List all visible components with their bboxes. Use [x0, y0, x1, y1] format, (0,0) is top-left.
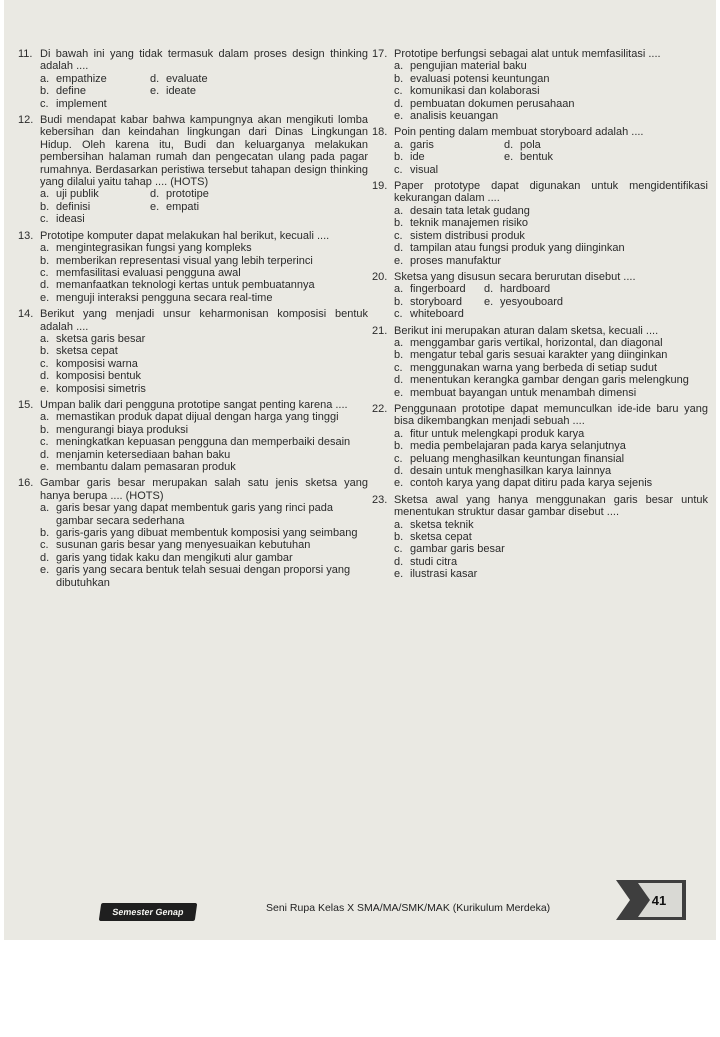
option-text: memanfaatkan teknologi kertas untuk pembuatannya	[56, 279, 315, 292]
option-text: komposisi warna	[56, 357, 138, 370]
option-text: bentuk	[520, 151, 554, 164]
answer-option	[40, 424, 368, 436]
option-text: mengatur tebal garis sesuai karakter yang diinginkan	[410, 349, 668, 362]
option-list	[394, 205, 708, 267]
question-stem	[18, 114, 368, 188]
option-text: menjamin ketersediaan bahan baku	[56, 448, 231, 461]
answer-option	[504, 139, 604, 151]
option-text: define	[56, 85, 86, 98]
option-letter: e.	[150, 85, 160, 98]
answer-option	[394, 205, 708, 217]
question-item	[18, 114, 368, 226]
question-item	[372, 126, 708, 176]
option-text: sistem distribusi produk	[410, 229, 525, 242]
question-stem	[18, 308, 368, 333]
option-letter: b.	[394, 151, 404, 164]
option-letter: e.	[394, 254, 404, 267]
option-text: evaluasi potensi keuntungan	[410, 72, 550, 85]
question-number: 13.	[18, 229, 34, 242]
answer-option	[40, 267, 368, 279]
option-letter: a.	[40, 411, 50, 424]
page-footer	[4, 880, 716, 926]
option-text: teknik manajemen risiko	[410, 217, 528, 230]
option-text: pengujian material baku	[410, 60, 527, 73]
answer-option	[394, 255, 708, 267]
answer-option	[394, 151, 504, 163]
question-number: 18.	[372, 126, 388, 139]
question-number: 19.	[372, 180, 388, 193]
option-letter: a.	[40, 332, 50, 345]
option-text: peluang menghasilkan keuntungan finansial	[410, 452, 625, 465]
answer-option	[40, 242, 368, 254]
option-grid	[40, 188, 368, 225]
question-number: 11.	[18, 48, 33, 60]
option-text: contoh karya yang dapat ditiru pada karya sejenis	[410, 477, 653, 490]
option-text: empathize	[56, 72, 107, 85]
answer-option	[394, 531, 708, 543]
question-item	[372, 271, 708, 321]
option-letter: d.	[40, 279, 50, 292]
answer-option	[394, 337, 708, 349]
right-question-column	[372, 48, 708, 585]
option-text: whiteboard	[410, 308, 464, 321]
answer-option	[504, 151, 604, 163]
option-letter: c.	[394, 163, 403, 176]
answer-option	[394, 85, 708, 97]
answer-option	[394, 349, 708, 361]
question-number: 15.	[18, 398, 34, 411]
option-letter: d.	[150, 188, 160, 201]
answer-option	[40, 411, 368, 423]
answer-option	[40, 552, 368, 564]
semester-badge-label: Semester Genap	[111, 907, 185, 917]
option-letter: c.	[394, 361, 403, 374]
option-letter: c.	[394, 452, 403, 465]
answer-option	[394, 556, 708, 568]
option-text: menguji interaksi pengguna secara real-time	[56, 291, 273, 304]
question-text: Berikut ini merupakan aturan dalam sketsa, kecuali ....	[394, 324, 659, 337]
option-list	[394, 519, 708, 581]
option-text: pola	[520, 138, 541, 151]
option-text: uji publik	[56, 188, 99, 201]
option-text: empati	[166, 200, 200, 213]
option-list	[40, 333, 368, 395]
option-grid	[394, 139, 708, 176]
option-letter: d.	[40, 370, 50, 383]
option-letter: d.	[394, 555, 404, 568]
book-title: Seni Rupa Kelas X SMA/MA/SMK/MAK (Kurikulum Merdeka)	[266, 902, 551, 914]
option-letter: b.	[394, 531, 404, 544]
question-stem	[372, 126, 708, 138]
option-letter: e.	[40, 564, 50, 577]
option-letter: b.	[394, 295, 404, 308]
answer-option	[40, 98, 150, 110]
option-text: menggunakan warna yang berbeda di setiap sudut	[410, 361, 658, 374]
question-item	[18, 48, 368, 110]
option-text: ideate	[166, 85, 196, 98]
option-text: mengintegrasikan fungsi yang kompleks	[56, 242, 252, 255]
answer-option	[394, 568, 708, 580]
option-list	[40, 242, 368, 304]
option-letter: e.	[40, 382, 50, 395]
question-item	[18, 477, 368, 589]
answer-option	[394, 110, 708, 122]
answer-option	[150, 201, 250, 213]
option-letter: b.	[40, 423, 50, 436]
option-text: sketsa teknik	[410, 518, 474, 531]
option-letter: c.	[40, 213, 49, 226]
option-text: evaluate	[166, 72, 208, 85]
option-text: ilustrasi kasar	[410, 568, 478, 581]
question-item	[372, 325, 708, 399]
answer-option	[394, 440, 708, 452]
question-stem	[372, 403, 708, 428]
question-number: 21.	[372, 324, 388, 337]
answer-option	[394, 230, 708, 242]
question-text: Paper prototype dapat digunakan untuk mengidentifikasi kekurangan dalam ....	[394, 180, 708, 205]
option-letter: a.	[394, 138, 404, 151]
option-text: storyboard	[410, 295, 462, 308]
option-text: membantu dalam pemasaran produk	[56, 461, 236, 473]
option-letter: d.	[150, 72, 160, 85]
question-stem	[372, 48, 708, 60]
option-letter: b.	[394, 72, 404, 85]
answer-option	[394, 60, 708, 72]
option-text: hardboard	[500, 283, 551, 296]
answer-option	[40, 502, 368, 527]
question-text: Prototipe komputer dapat melakukan hal berikut, kecuali ....	[40, 229, 330, 242]
option-text: memberikan representasi visual yang lebih terperinci	[56, 254, 313, 267]
question-item	[372, 403, 708, 490]
question-stem	[372, 325, 708, 337]
option-letter: c.	[40, 97, 49, 110]
option-text: desain untuk menghasilkan karya lainnya	[410, 465, 612, 477]
option-list	[40, 411, 368, 473]
option-text: gambar garis besar	[410, 543, 505, 556]
option-letter: a.	[394, 427, 404, 440]
option-letter: c.	[394, 308, 403, 321]
answer-option	[40, 539, 368, 551]
question-number: 16.	[18, 477, 34, 490]
option-text: sketsa cepat	[410, 531, 472, 544]
option-text: menggambar garis vertikal, horizontal, dan diagonal	[410, 336, 663, 349]
question-item	[372, 180, 708, 267]
option-text: proses manufaktur	[410, 254, 502, 267]
answer-option	[394, 543, 708, 555]
answer-option	[40, 358, 368, 370]
option-text: komposisi simetris	[56, 382, 146, 395]
semester-badge	[99, 903, 198, 921]
option-letter: d.	[394, 465, 404, 477]
answer-option	[40, 333, 368, 345]
option-list	[40, 502, 368, 589]
question-number: 14.	[18, 308, 34, 321]
answer-option	[394, 73, 708, 85]
question-stem	[18, 230, 368, 242]
answer-option	[40, 213, 150, 225]
option-letter: b.	[40, 200, 50, 213]
option-letter: a.	[40, 188, 50, 201]
option-letter: d.	[40, 551, 50, 564]
option-grid	[394, 283, 708, 320]
question-stem	[372, 271, 708, 283]
option-letter: e.	[40, 291, 50, 304]
option-text: garis yang secara bentuk telah sesuai dengan proporsi yang dibutuhkan	[56, 564, 351, 589]
option-letter: e.	[484, 295, 494, 308]
answer-option	[394, 308, 484, 320]
question-stem	[372, 494, 708, 519]
option-letter: e.	[150, 200, 160, 213]
left-question-column	[18, 48, 368, 593]
answer-option	[40, 527, 368, 539]
answer-option	[150, 73, 250, 85]
textbook-page	[4, 0, 716, 940]
question-text: Umpan balik dari pengguna prototipe sangat penting karena ....	[40, 398, 348, 411]
option-letter: c.	[394, 229, 403, 242]
option-list	[394, 428, 708, 490]
answer-option	[40, 345, 368, 357]
option-text: desain tata letak gudang	[410, 204, 530, 217]
option-grid	[40, 73, 368, 110]
question-text: Gambar garis besar merupakan salah satu jenis sketsa yang hanya berupa .... (HOTS)	[40, 477, 368, 502]
option-text: ide	[410, 151, 425, 164]
option-text: sketsa garis besar	[56, 332, 146, 345]
option-letter: d.	[484, 283, 494, 296]
option-text: pembuatan dokumen perusahaan	[410, 97, 575, 110]
answer-option	[40, 564, 368, 589]
option-text: komposisi bentuk	[56, 370, 141, 383]
question-number: 23.	[372, 493, 388, 506]
option-text: analisis keuangan	[410, 110, 499, 123]
question-item	[18, 399, 368, 473]
option-letter: d.	[40, 448, 50, 461]
answer-option	[394, 98, 708, 110]
answer-option	[394, 296, 484, 308]
answer-option	[40, 436, 368, 448]
question-text: Sketsa awal yang hanya menggunakan garis besar untuk menentukan struktur dasar gambar disebut ....	[394, 493, 708, 519]
answer-option	[40, 201, 150, 213]
option-letter: e.	[504, 151, 514, 164]
option-letter: e.	[394, 568, 404, 581]
answer-option	[394, 519, 708, 531]
page-number: 41	[651, 892, 667, 908]
question-item	[372, 48, 708, 122]
option-letter: e.	[394, 386, 404, 399]
question-text: Budi mendapat kabar bahwa kampungnya akan mengikuti lomba kebersihan dan keindahan lingkungan dari Dinas Lingkungan Hidup. Oleh karena itu, Budi dan keluarganya melakukan pembersihan halaman rumah dan pengecatan ulang pada pagar rumahnya. Berdasarkan peristiwa tersebut tahapan design thinking yang dilalui yaitu tahap .... (HOTS)	[40, 114, 368, 189]
question-text: Penggunaan prototipe dapat memunculkan ide-ide baru yang bisa dikembangkan menjadi sebuah ....	[394, 402, 708, 428]
option-letter: e.	[394, 477, 404, 490]
answer-option	[150, 85, 250, 97]
option-letter: c.	[40, 436, 49, 449]
option-text: prototipe	[166, 188, 209, 201]
option-letter: a.	[40, 502, 50, 515]
option-letter: c.	[394, 85, 403, 98]
option-text: garis-garis yang dibuat membentuk komposisi yang seimbang	[56, 527, 358, 540]
answer-option	[394, 242, 708, 254]
answer-option	[394, 387, 708, 399]
answer-option	[40, 383, 368, 395]
option-letter: a.	[394, 518, 404, 531]
answer-option	[394, 362, 708, 374]
option-text: ideasi	[56, 213, 85, 226]
option-letter: d.	[394, 374, 404, 387]
answer-option	[40, 188, 150, 200]
option-text: memastikan produk dapat dijual dengan harga yang tinggi	[56, 411, 339, 424]
option-text: mengurangi biaya produksi	[56, 423, 189, 436]
option-text: yesyouboard	[500, 295, 563, 308]
question-item	[18, 308, 368, 395]
answer-option	[394, 374, 708, 386]
question-number: 20.	[372, 270, 388, 283]
option-letter: a.	[40, 72, 50, 85]
option-text: meningkatkan kepuasan pengguna dan memperbaiki desain	[56, 436, 351, 449]
option-letter: b.	[40, 254, 50, 267]
question-text: Poin penting dalam membuat storyboard adalah ....	[394, 126, 644, 139]
option-text: media pembelajaran pada karya selanjutnya	[410, 440, 626, 453]
answer-option	[394, 428, 708, 440]
option-letter: a.	[394, 283, 404, 296]
option-letter: d.	[504, 138, 514, 151]
answer-option	[40, 255, 368, 267]
question-item	[18, 230, 368, 304]
answer-option	[484, 283, 564, 295]
question-number: 22.	[372, 402, 388, 415]
option-letter: a.	[394, 336, 404, 349]
option-letter: c.	[40, 539, 49, 552]
answer-option	[394, 453, 708, 465]
question-number: 12.	[18, 114, 34, 127]
option-text: memfasilitasi evaluasi pengguna awal	[56, 266, 241, 279]
answer-option	[40, 370, 368, 382]
answer-option	[564, 296, 664, 308]
option-text: definisi	[56, 200, 91, 213]
option-text: garis yang tidak kaku dan mengikuti alur gambar	[56, 551, 293, 564]
question-item	[372, 494, 708, 581]
page-number-tab	[616, 880, 686, 920]
option-letter: b.	[40, 527, 50, 540]
option-list	[394, 60, 708, 122]
question-number: 17.	[372, 48, 388, 60]
option-letter: a.	[40, 242, 50, 255]
answer-option	[564, 283, 664, 295]
option-letter: c.	[394, 543, 403, 556]
question-stem	[18, 477, 368, 502]
option-letter: a.	[394, 204, 404, 217]
option-text: studi citra	[410, 555, 458, 568]
answer-option	[40, 292, 368, 304]
option-letter: b.	[394, 440, 404, 453]
answer-option	[394, 465, 708, 477]
option-letter: b.	[40, 345, 50, 358]
option-text: membuat bayangan untuk menambah dimensi	[410, 386, 637, 399]
option-letter: b.	[394, 349, 404, 362]
question-stem	[18, 399, 368, 411]
question-text: Berikut yang menjadi unsur keharmonisan komposisi bentuk adalah ....	[40, 308, 368, 333]
option-text: tampilan atau fungsi produk yang diinginkan	[410, 242, 625, 255]
answer-option	[150, 188, 250, 200]
option-letter: c.	[40, 266, 49, 279]
option-list	[394, 337, 708, 399]
option-letter: e.	[394, 110, 404, 123]
answer-option	[394, 477, 708, 489]
answer-option	[40, 449, 368, 461]
option-text: fingerboard	[410, 283, 466, 296]
option-text: komunikasi dan kolaborasi	[410, 85, 540, 98]
answer-option	[394, 164, 504, 176]
question-stem	[372, 180, 708, 205]
question-text: Sketsa yang disusun secara berurutan disebut ....	[394, 270, 636, 283]
option-letter: b.	[394, 217, 404, 230]
option-letter: d.	[394, 97, 404, 110]
option-letter: a.	[394, 60, 404, 73]
question-text: Prototipe berfungsi sebagai alat untuk memfasilitasi ....	[394, 48, 661, 60]
option-text: susunan garis besar yang menyesuaikan kebutuhan	[56, 539, 311, 552]
answer-option	[484, 296, 564, 308]
question-stem	[18, 48, 368, 73]
option-letter	[564, 283, 580, 295]
answer-option	[394, 139, 504, 151]
option-text: visual	[410, 163, 439, 176]
option-text: fitur untuk melengkapi produk karya	[410, 427, 585, 440]
answer-option	[40, 279, 368, 291]
option-text: implement	[56, 97, 107, 110]
option-letter: e.	[40, 461, 50, 473]
question-text: Di bawah ini yang tidak termasuk dalam proses design thinking adalah ....	[40, 48, 368, 73]
option-letter: d.	[394, 242, 404, 255]
answer-option	[40, 73, 150, 85]
answer-option	[40, 461, 368, 473]
option-text: garis besar yang dapat membentuk garis yang rinci pada gambar secara sederhana	[56, 502, 333, 527]
answer-option	[40, 85, 150, 97]
option-text: sketsa cepat	[56, 345, 118, 358]
option-letter	[564, 296, 580, 308]
option-letter: c.	[40, 357, 49, 370]
answer-option	[394, 283, 484, 295]
option-text: menentukan kerangka gambar dengan garis melengkung	[410, 374, 689, 387]
option-text: garis	[410, 138, 434, 151]
option-letter: b.	[40, 85, 50, 98]
answer-option	[394, 217, 708, 229]
